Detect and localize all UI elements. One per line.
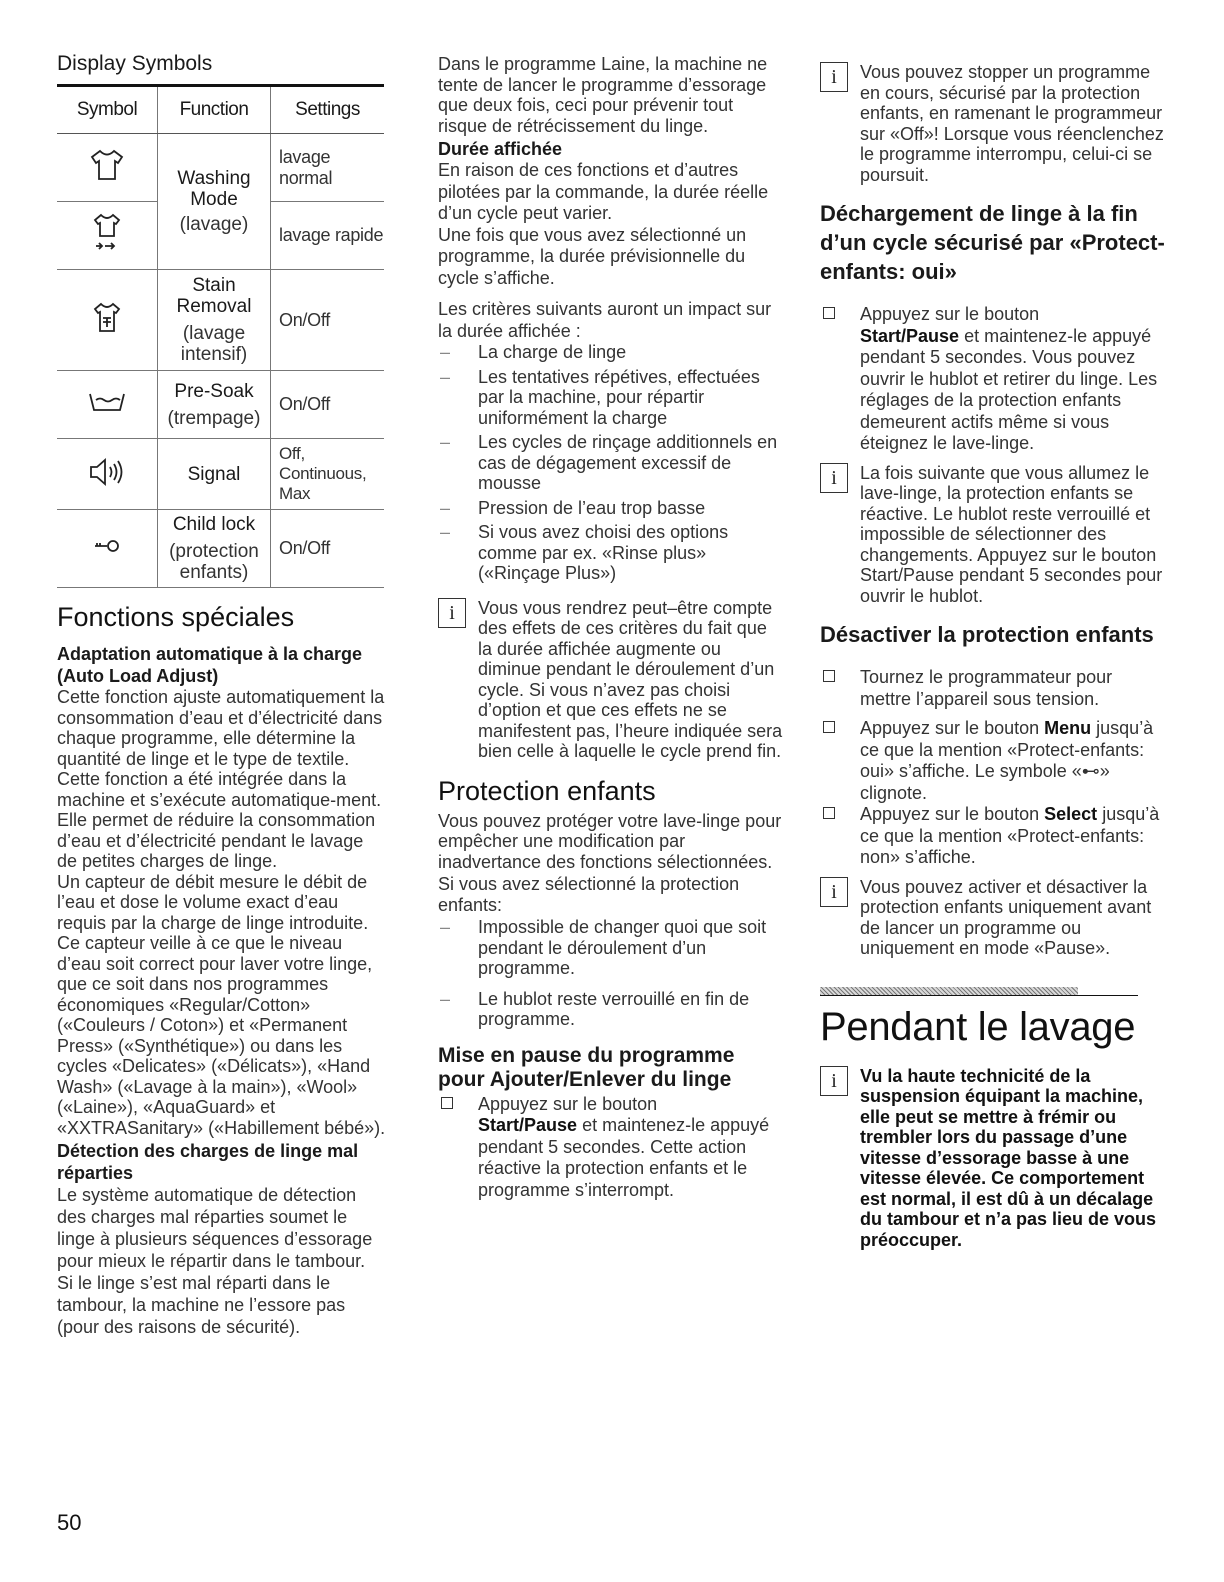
step1-text: Tournez le programmateur pour mettre l’appareil sous tension. — [860, 667, 1113, 709]
duree-p2: Une fois que vous avez sélectionné un programme, la durée prévisionnelle du cycle s’affiche. — [438, 224, 747, 288]
childlock-setting: On/Off — [271, 510, 385, 588]
desactiver-step-1 — [820, 667, 1165, 710]
duree-p1: En raison de ces fonctions et d’autres pilotées par la commande, la durée réelle d’un cycle peut varier. — [438, 160, 769, 223]
table-title: Display Symbols — [57, 52, 213, 75]
section-divider — [820, 987, 1165, 997]
heading-detection: Détection des charges de linge mal réparties — [57, 1141, 359, 1183]
criteres-intro: Les critères suivants auront un impact sur la durée affichée : — [438, 299, 772, 341]
list-item: – Les cycles de rinçage additionnels en cas de dégagement excessif de mousse — [438, 432, 783, 494]
dechargement-step — [820, 304, 1165, 455]
info-icon: i — [438, 598, 466, 628]
washing-setting-quick: lavage rapide — [271, 202, 385, 270]
presoak-fr: (trempage) — [167, 407, 261, 429]
dechargement-post: et maintenez-le appuyé pendant 5 secondes. Vous pouvez ouvrir le hublot et retirer du linge. Les réglages de la protection enfants demeurent actifs même si vous éteignez le lave-linge. — [860, 325, 1158, 453]
info-note-text: Vu la haute technicité de la suspension équipant la machine, elle peut se mettre à frémir ou trembler lors du passage d’une vitesse d’essorage basse à une vitesse élevée. Ce comportement est normal, il est dû à un décalage du tambour et n’a pas lieu de vous préoccuper. — [860, 1065, 1157, 1250]
info-note — [820, 1066, 1165, 1251]
list-item: – Impossible de changer quoi que soit pendant le déroulement d’un programme. — [438, 917, 783, 979]
header-settings: Settings — [271, 86, 385, 134]
table-row — [57, 371, 384, 439]
auto-load-p4: Un capteur de débit mesure le débit de l’eau et dose le volume exact d’eau requis par la charge de linge introduite. — [57, 871, 369, 933]
step3-pre: Appuyez sur le bouton — [860, 804, 1040, 824]
info-icon: i — [820, 463, 848, 493]
speaker-icon — [57, 439, 158, 510]
table-row — [57, 134, 384, 202]
auto-load-p1: Cette fonction ajuste automatiquement la consommation d’eau et d’électricité dans chaque programme, elle détermine la quantité de linge et le type de textile. — [57, 687, 385, 769]
laine-paragraph: Dans le programme Laine, la machine ne tente de lancer le programme d’essorage que deux fois, ceci pour prévenir tout risque de rétrécissement du linge. — [438, 54, 768, 136]
section-title-pendant: Pendant le lavage — [820, 1004, 1136, 1049]
info-note-text: Vous vous rendrez peut–être compte des effets de ces critères du fait que la durée affichée augmente ou diminue pendant le déroulement d’un cycle. Si vous n’avez pas choisi d’option et que ces effets ne se manifestent pas, l’heure indiquée sera bien celle à laquelle le cycle prend fin. — [478, 597, 783, 761]
stain-setting: On/Off — [271, 270, 385, 371]
info-note — [820, 877, 1165, 959]
page-number: 50 — [57, 1510, 82, 1535]
start-pause-key: Start/Pause — [478, 1115, 578, 1135]
info-note-text: La fois suivante que vous allumez le lave-linge, la protection enfants se réactive. Le hublot reste verrouillé et impossible de sélectionner des changements. Appuyez sur le bouton Start/Pause pendant 5 secondes pour ouvrir le hublot. — [860, 462, 1163, 606]
checkbox-bullet — [823, 670, 835, 682]
washing-mode-fr: (lavage) — [179, 214, 249, 235]
dechargement-pre: Appuyez sur le bouton — [860, 304, 1040, 324]
checkbox-bullet — [441, 1097, 453, 1109]
info-note-text: Vous pouvez activer et désactiver la protection enfants uniquement avant de lancer un programme ou uniquement en mode «Pause». — [860, 876, 1152, 958]
heading-desactiver: Désactiver la protection enfants — [820, 622, 1154, 647]
heading-dechargement: Déchargement de linge à la fin d’un cycle sécurisé par «Protect-enfants: oui» — [820, 201, 1165, 284]
shirt-icon — [57, 134, 158, 202]
pause-step — [438, 1094, 783, 1202]
table-row — [57, 510, 384, 588]
header-symbol: Symbol — [57, 86, 158, 134]
column-right — [820, 62, 1165, 1264]
signal-label: Signal — [187, 463, 241, 485]
desactiver-step-3 — [820, 804, 1165, 869]
presoak-setting: On/Off — [271, 371, 385, 439]
auto-load-p2: Cette fonction a été intégrée dans la machine et s’exécute automatique-ment. — [57, 769, 382, 810]
signal-setting: Off, Continuous, Max — [271, 439, 385, 510]
select-key: Select — [1044, 804, 1098, 824]
list-item: – Le hublot reste verrouillé en fin de programme. — [438, 989, 783, 1030]
auto-load-p5: Ce capteur veille à ce que le niveau d’eau soit correct pour laver votre linge, que ce soit dans nos programmes économiques «Regular/Cotton» («Couleurs / Coton») et «Permanent Press» («Synthétique») ou dans les cycles «Delicates» («Délicats»), «Hand Wash» («Lavage à la main»), «Wool» («Laine»), «AquaGuard» et «XXTRASanitary» («Habillement bébé»). — [57, 933, 386, 1138]
checkbox-bullet — [823, 721, 835, 733]
step3-post: jusqu’à ce que la mention «Protect-enfants: non» s’affiche. — [860, 804, 1160, 867]
protection-p1: Vous pouvez protéger votre lave-linge pour empêcher une modification par inadvertance des fonctions sélectionnées. — [438, 810, 782, 872]
detection-p1: Le système automatique de détection des charges mal réparties soumet le linge à plusieurs séquences d’essorage pour mieux le répartir dans le tambour. — [57, 1185, 373, 1271]
list-item: – Les tentatives répétives, effectuées par la machine, pour répartir uniformément la charge — [438, 367, 783, 429]
washing-mode-label: Washing Mode — [177, 168, 251, 210]
detection-p2: Si le linge s’est mal réparti dans le tambour, la machine ne l’essore pas (pour des raisons de sécurité). — [57, 1273, 346, 1337]
protection-p2: Si vous avez sélectionné la protection enfants: — [438, 874, 740, 915]
washing-setting-normal: lavage normal — [271, 134, 385, 202]
section-title-protection: Protection enfants — [438, 775, 656, 806]
presoak-cell — [158, 371, 271, 439]
stain-removal-fr: (lavage intensif) — [180, 323, 248, 365]
step2-pre: Appuyez sur le bouton — [860, 718, 1040, 738]
stain-removal-label: Stain Removal — [176, 275, 252, 317]
info-note — [820, 62, 1165, 185]
table-row — [57, 270, 384, 371]
info-icon: i — [820, 877, 848, 907]
auto-load-p3: Elle permet de réduire la consommation d’eau et d’électricité pendant le lavage de petites charges de linge. — [57, 810, 376, 871]
pause-post: et maintenez-le appuyé pendant 5 secondes. Cette action réactive la protection enfants et le programme s’interrompt. — [478, 1115, 770, 1200]
shirt-quick-icon — [57, 202, 158, 270]
start-pause-key: Start/Pause — [860, 325, 960, 346]
display-symbols-table — [57, 84, 384, 588]
section-title-fonctions: Fonctions spéciales — [57, 602, 295, 632]
protection-list — [438, 917, 783, 1030]
stain-shirt-icon — [57, 270, 158, 371]
header-function: Function — [158, 86, 271, 134]
presoak-tub-icon — [57, 371, 158, 439]
column-left — [57, 50, 387, 1338]
info-note — [820, 463, 1165, 607]
key-icon — [57, 510, 158, 588]
table-header-row — [57, 86, 384, 134]
step2-post: jusqu’à ce que la mention «Protect-enfants: oui» s’affiche. Le symbole «⊷» clignote. — [860, 718, 1154, 803]
childlock-cell — [158, 510, 271, 588]
childlock-fr: (protection enfants) — [169, 541, 259, 583]
info-icon: i — [820, 62, 848, 92]
heading-duree: Durée affichée — [438, 139, 563, 159]
pause-pre: Appuyez sur le bouton — [478, 1093, 658, 1114]
signal-cell — [158, 439, 271, 510]
info-icon: i — [820, 1066, 848, 1096]
heading-auto-load: Adaptation automatique à la charge (Auto Load Adjust) — [57, 644, 363, 686]
info-note — [438, 598, 783, 762]
table-row — [57, 439, 384, 510]
desactiver-step-2 — [820, 718, 1165, 804]
washing-mode-cell — [158, 134, 271, 270]
list-item: – Si vous avez choisi des options comme par ex. «Rinse plus» («Rinçage Plus») — [438, 522, 783, 584]
menu-key: Menu — [1044, 718, 1092, 738]
list-item: – La charge de linge — [438, 342, 783, 363]
checkbox-bullet — [823, 307, 835, 319]
info-note-text: Vous pouvez stopper un programme en cours, sécurisé par la protection enfants, en ramenant le programmeur sur «Off»! Lorsque vous réenclenchez le programme interrompu, celui-ci se poursuit. — [860, 62, 1164, 185]
heading-mise-en-pause: Mise en pause du programme pour Ajouter/Enlever du linge — [438, 1043, 735, 1091]
list-item: – Pression de l’eau trop basse — [438, 498, 783, 519]
column-middle — [438, 54, 783, 1209]
childlock-label: Child lock — [172, 514, 256, 535]
criteres-list — [438, 342, 783, 584]
checkbox-bullet — [823, 807, 835, 819]
presoak-label: Pre-Soak — [174, 380, 254, 402]
stain-removal-cell — [158, 270, 271, 371]
